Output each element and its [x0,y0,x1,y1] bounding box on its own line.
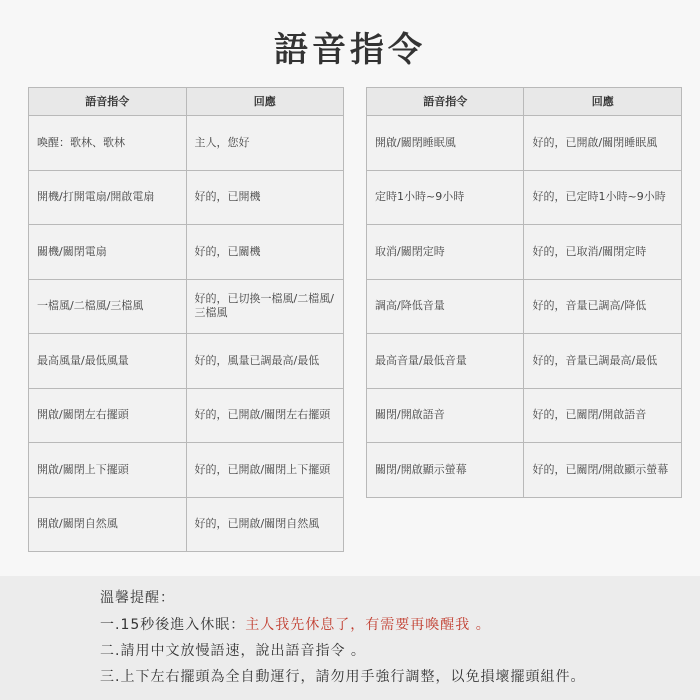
table-row [367,225,682,280]
response-cell: 好的，音量已調高/降低 [524,279,682,334]
voice-command-table-left [28,87,344,552]
command-cell: 定時1小時~9小時 [367,170,524,225]
command-cell: 一檔風/二檔風/三檔風 [29,279,187,334]
command-cell: 喚醒：歌林、歌林 [29,116,187,171]
tips-panel [0,576,700,700]
command-cell: 最高音量/最低音量 [367,334,524,389]
tip-line-2: 二.請用中文放慢語速，說出語音指令 。 [100,643,366,659]
header-response: 回應 [524,88,682,116]
command-cell: 開機/打開電扇/開啟電扇 [29,170,187,225]
command-cell: 關機/關閉電扇 [29,225,187,280]
response-cell: 主人，您好 [186,116,344,171]
header-command: 語音指令 [367,88,524,116]
response-cell: 好的，風量已調最高/最低 [186,334,344,389]
table-row [29,170,344,225]
table-row [367,388,682,443]
command-cell: 開啟/關閉左右擺頭 [29,388,187,443]
tip-line-1 [100,614,491,634]
table-row [29,443,344,498]
response-cell: 好的，已切換一檔風/二檔風/三檔風 [186,279,344,334]
command-cell: 關閉/開啟顯示螢幕 [367,443,524,498]
command-cell: 取消/關閉定時 [367,225,524,280]
response-cell: 好的，已關閉/開啟語音 [524,388,682,443]
command-cell: 最高風量/最低風量 [29,334,187,389]
header-response: 回應 [186,88,344,116]
response-cell: 好的，音量已調最高/最低 [524,334,682,389]
voice-command-table-right [366,87,682,498]
table-row [367,443,682,498]
page-title: 語音指令 [274,30,426,70]
table-row [29,388,344,443]
table-row [29,497,344,552]
response-cell: 好的，已開啟/關閉上下擺頭 [186,443,344,498]
tips-heading: 溫馨提醒： [100,590,175,606]
tip-line-1-highlight: 主人我先休息了，有需要再喚醒我 。 [245,617,491,633]
table-header-row [367,88,682,116]
response-cell: 好的，已取消/關閉定時 [524,225,682,280]
table-row [29,225,344,280]
table-header-row [29,88,344,116]
response-cell: 好的，已定時1小時~9小時 [524,170,682,225]
response-cell: 好的，已開啟/關閉自然風 [186,497,344,552]
response-cell: 好的，已關機 [186,225,344,280]
table-row [367,279,682,334]
tip-line-3: 三.上下左右擺頭為全自動運行，請勿用手強行調整，以免損壞擺頭組件。 [100,669,586,685]
response-cell: 好的，已開機 [186,170,344,225]
table-row [29,116,344,171]
response-cell: 好的，已開啟/關閉睡眠風 [524,116,682,171]
table-row [367,334,682,389]
table-row [29,334,344,389]
command-cell: 開啟/關閉睡眠風 [367,116,524,171]
command-cell: 開啟/關閉上下擺頭 [29,443,187,498]
command-cell: 開啟/關閉自然風 [29,497,187,552]
response-cell: 好的，已開啟/關閉左右擺頭 [186,388,344,443]
command-cell: 關閉/開啟語音 [367,388,524,443]
table-row [367,116,682,171]
header-command: 語音指令 [29,88,187,116]
table-row [367,170,682,225]
table-row [29,279,344,334]
command-cell: 調高/降低音量 [367,279,524,334]
tip-line-1-prefix: 一.15秒後進入休眠： [100,617,246,633]
response-cell: 好的，已關閉/開啟顯示螢幕 [524,443,682,498]
